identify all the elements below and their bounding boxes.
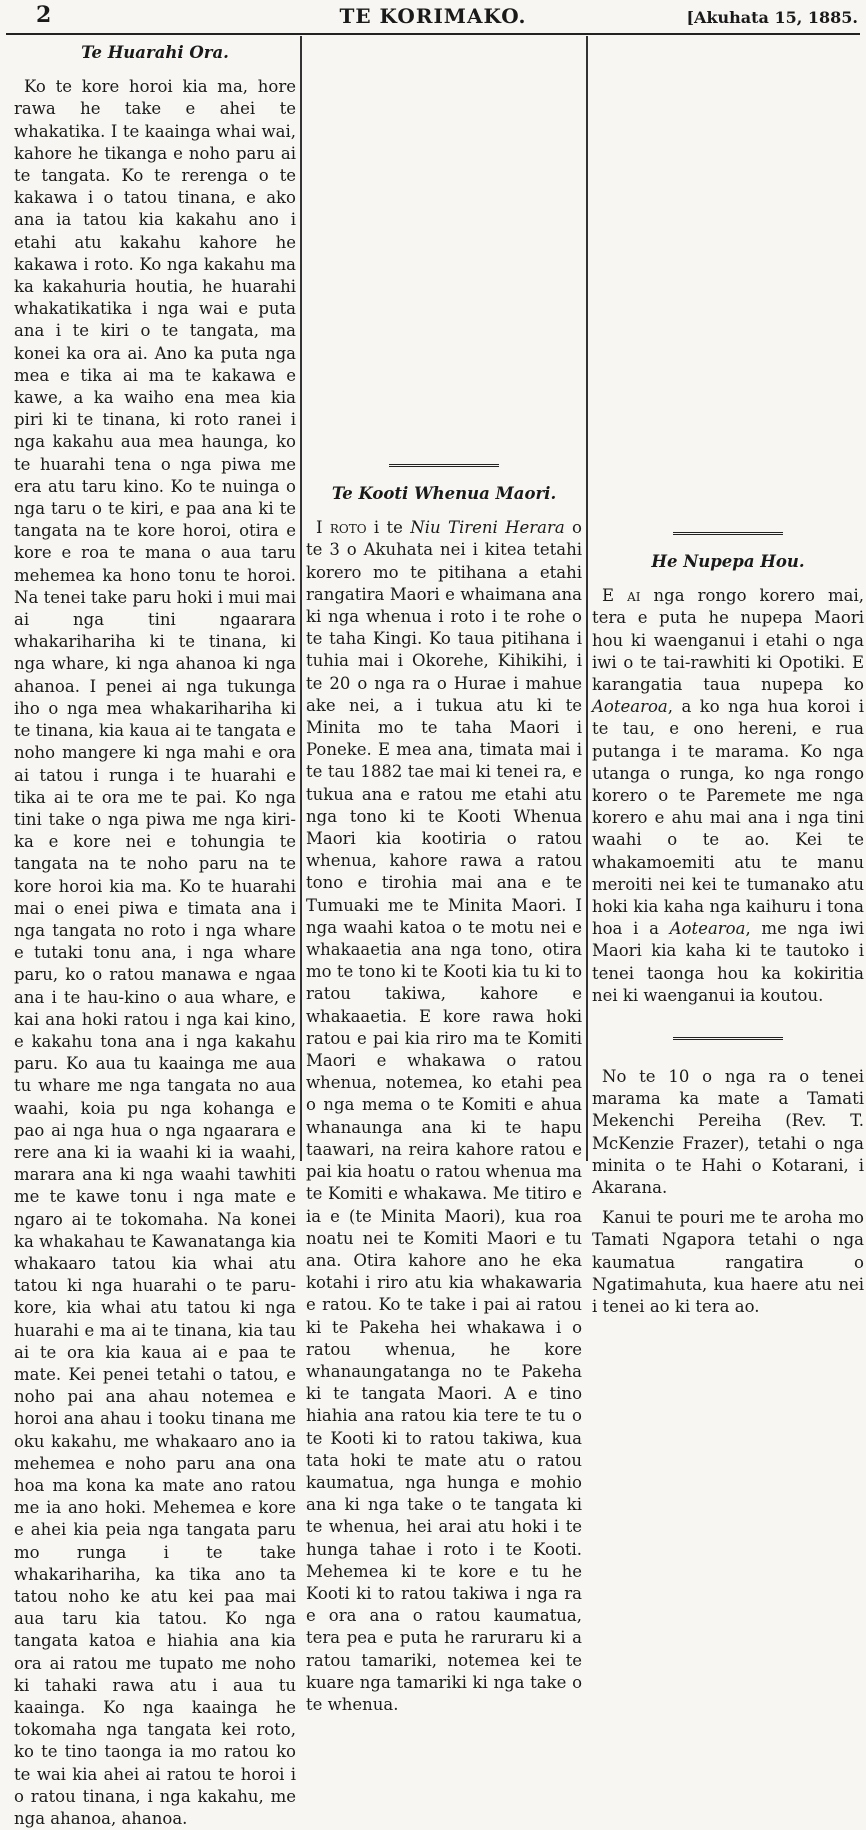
nupepa-paper-name: Aotearoa <box>592 697 668 717</box>
article-body-nupepa <box>592 585 864 1007</box>
masthead: TE KORIMAKO. <box>339 4 527 28</box>
article-title-huarahi: Te Huarahi Ora. <box>81 43 229 62</box>
nupepa-body-a: nga rongo korero mai, tera e puta he nupepa Maori hou ki waenganui i etahi o nga iwi o te tai-rawhiti ki Opotiki. E karangatia taua nupepa ko <box>592 586 864 695</box>
column-2 <box>306 38 582 1714</box>
article-separator <box>673 532 783 537</box>
page-number: 2 <box>36 2 52 28</box>
kooti-lead-rest: i te <box>366 518 411 538</box>
kooti-body-text: o te 3 o Akuhata nei i kitea tetahi korero mo te pitihana a etahi rangatira Maori e whaimana ana ki nga whenua i roto i te rohe o te taha Kingi. Ko taua pitihana i tuhia mai i Okorehe, Kihikihi, i te 20 o nga ra o Hurae i mahue ake nei, a i tukua atu ki te Minita mo te taha Maori i Poneke. E mea ana, timata mai i te tau 1882 tae mai ki tenei ra, e tukua ana e ratou me etahi atu nga tono ki te Kooti Whenua Maori kia kootiria o ratou whenua, kahore rawa a ratou tono e tirohia mai ana e te Tumuaki me te Minita Maori. I nga waahi katoa o te motu nei e whakaaetia ana nga tono, otira mo te tono ki te Kooti kia tu ki to ratou takiwa, kahore e whakaaetia. E kore rawa hoki ratou e pai kia riro ma te Komiti Maori e whakawa o ratou whenua, notemea, ko etahi pea o nga mema o te Komiti e ahua whanaunga ana ki te hapu taawari, na reira kahore ratou e pai kia hoatu o ratou whenua ma te Komiti e whakawa. Me titiro e ia e (te Minita Maori), kua roa noatu nei te Komiti Maori e tu ana. Otira kahore ano he eka kotahi i riro atu kia whakawaria e ratou. Ko te take i pai ai ratou ki te Pakeha hei whakawa i o ratou whenua, he kore whanaungatanga no te Pakeha ki te tangata Maori. A e tino hiahia ana ratou kia tere te tu o te Kooti ki to ratou takiwa, kua tata hoki te mate atu o ratou kaumatua, nga hunga e mohio ana ki nga take o te tangata ki te whenua, hei arai atu hoki i te hunga tahae i roto i te Kooti. Mehemea ki te kore e tu he Kooti ki to ratou takiwa i nga ra e ora ana o ratou kaumatua, tera pea e puta he raruraru ki a ratou tamariki, notemea kei te kuare nga tamariki ki nga take o te whenua. <box>306 518 582 1714</box>
obituary-paragraph-2: Kanui te pouri me te aroha mo Tamati Ngapora tetahi o nga kaumatua rangatira o Ngatimahuta, kua haere atu nei i tenei ao ki tera ao. <box>592 1208 864 1317</box>
article-body-huarahi: Ko te kore horoi kia ma, hore rawa he take e ahei te whakatika. I te kaainga whai wai, kahore he tikanga e noho paru ai te tangata. Ko te rerenga o te kakawa i o tatou tinana, e ako ana ia tatou kia kakahu ano i etahi atu kakahu kahore he kakawa i roto. Ko nga kakahu ma ka kakahuria houtia, he huarahi whakatikatika i nga wai e puta ana i te kiri o te tangata, ma konei ka ora ai. Ano ka puta nga mea e tika ai ma te kakawa e kawe, a ka waiho ena mea kia piri ki te tinana, ki roto ranei i nga kakahu aua mea haunga, ko te huarahi tena o nga piwa me era atu taru kino. Ko te nuinga o nga taru o te kiri, e paa ana ki te tangata na te kore horoi, otira e kore e roa te mana o aua taru mehemea ka hono tonu te horoi. Na tenei take paru hoki i mui mai ai nga tini ngaarara whakarihariha ki te tinana, ki nga whare, ki nga ahanoa ki nga ahanoa. I penei ai nga tukunga iho o nga mea whakarihariha ki te tinana, kia kaua ai te tangata e noho mangere ki nga mahi e ora ai tatou i runga i te huarahi e tika ai te ora me te pai. Ko nga tini take o nga piwa me nga kiri-ka e kore nei e tohungia te tangata na te noho paru na te kore horoi kia ma. Ko te huarahi mai o enei piwa e timata ana i nga tangata no roto i nga whare e tutaki tonu ana, i nga whare paru, ko o ratou manawa e ngaa ana i te hau-kino o aua whare, e kai ana hoki ratou i nga kai kino, e kakahu tona ana i nga kakahu paru. Ko aua tu kaainga me aua tu whare me nga tangata no aua waahi, koia pu nga kohanga e pao ai nga hua o nga ngaarara e rere ana ki ia waahi ki ia waahi, marara ana ki nga waahi tawhiti me te kawe tonu i nga mate e ngaro ai te tokomaha. Na konei ka whakahau te Kawanatanga kia whakaaro tatou kia whai atu tatou ki nga huarahi o te paru-kore, kia whai atu tatou ki nga huarahi e ma ai te tinana, kia tau ai te ora kia kaua ai e paa te mate. Kei penei tetahi o tatou, e noho pai ana ahau notemea e horoi ana ahau i tooku tinana me oku kakahu, me whakaaro ano ia mehemea e noho paru ana ona hoa ma kona ka mate ano ratou me ia ano hoki. Mehemea e kore e ahei kia peia nga tangata paru mo runga i te take whakarihariha, ka tika ano ta tatou noho ke atu kei paa mai aua taru kia tatou. Ko nga tangata katoa e hiahia ana kia ora ai ratou me tupato me noho ki tahaki rawa atu i aua tu kaainga. Ko nga kaainga he tokomaha nga tangata kei roto, ko te tino taonga ia mo ratou ko te wai kia ahei ai ratou te horoi i o ratou tinana, i nga kakahu, me nga ahanoa, ahanoa. <box>14 77 296 1829</box>
column-divider <box>300 36 302 1161</box>
kooti-paper-name: Niu Tireni Herara <box>410 518 565 538</box>
kooti-lead: I roto <box>316 518 367 538</box>
nupepa-paper-name-2: Aotearoa <box>669 919 746 939</box>
column-3-continuation <box>592 38 864 518</box>
nupepa-body-c: , me nga iwi Maori kia kaha ki te tautoko i tenei taonga hou ka kokiritia nei ki waenganui ia koutou. <box>592 919 864 1005</box>
article-separator <box>389 464 499 469</box>
page-header <box>0 0 866 34</box>
article-separator <box>673 1037 783 1042</box>
column-3 <box>592 38 864 1317</box>
dateline: [Akuhata 15, 1885. <box>686 8 858 27</box>
obituary-paragraph-1: No te 10 o nga ra o tenei marama ka mate a Tamati Mekenchi Pereiha (Rev. T. McKenzie Frazer), tetahi o nga minita o te Hahi o Kotarani, i Akarana. <box>592 1067 864 1198</box>
nupepa-lead: E ai <box>602 586 641 606</box>
column-1 <box>14 38 296 1829</box>
header-rule <box>6 33 860 35</box>
column-divider <box>586 36 588 1161</box>
article-title-nupepa: He Nupepa Hou. <box>651 552 805 571</box>
article-title-kooti: Te Kooti Whenua Maori. <box>331 484 557 503</box>
article-body-kooti <box>306 517 582 1716</box>
column-2-continuation <box>306 38 582 450</box>
nupepa-body-b: , a ko nga hua koroi i te tau, e ono hereni, e rua putanga i te marama. Ko nga utanga o runga, ko nga rongo korero o te Paremete me nga korero e ahu mai ana i nga tini waahi o te ao. Kei te whakamoemiti atu te manu meroiti nei kei te tumanako atu hoki kia kaha nga kaihuru i tona hoa i a <box>592 697 864 939</box>
